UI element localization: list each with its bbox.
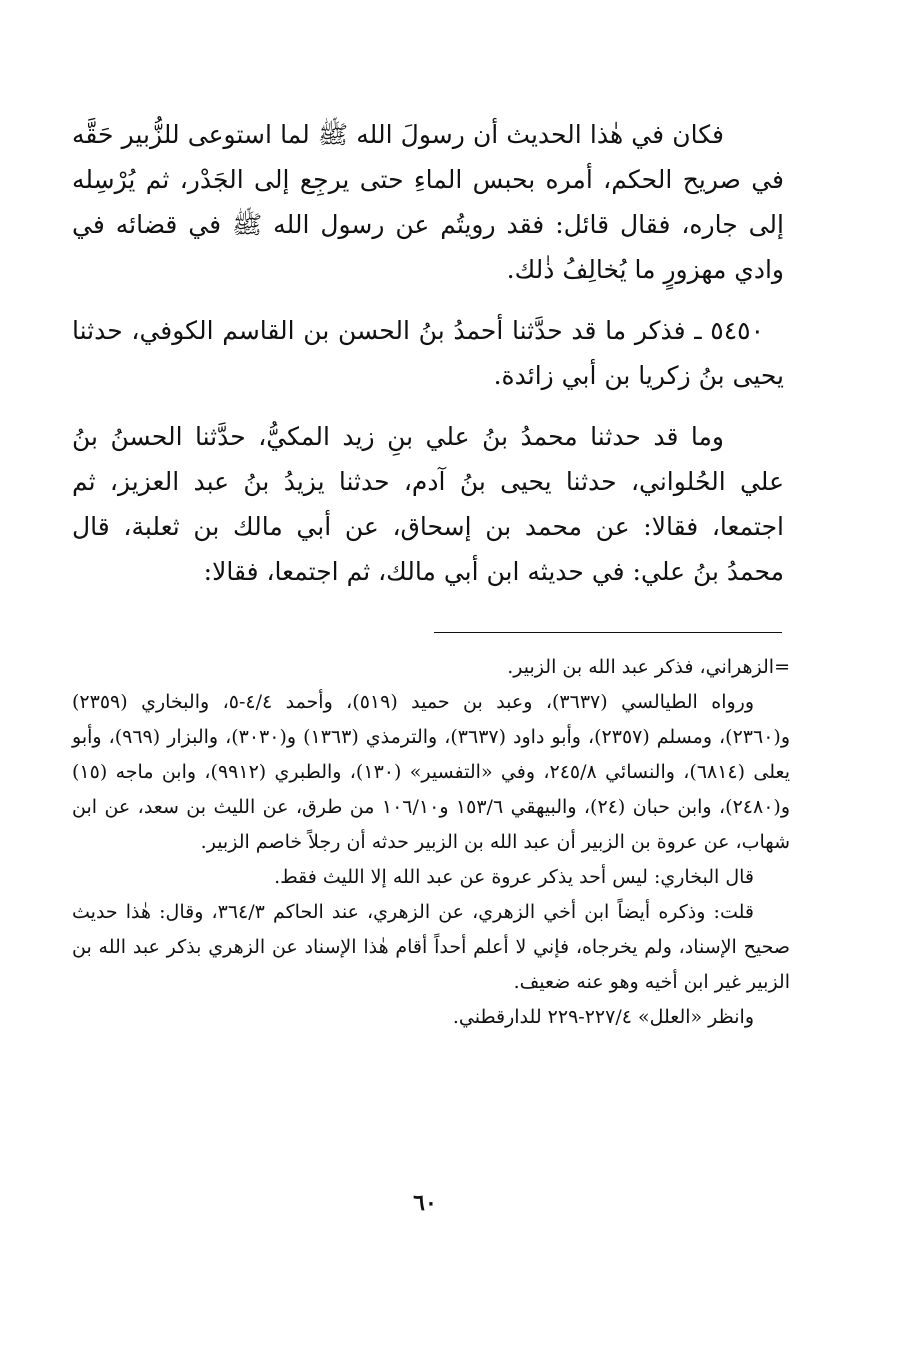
footnote-continuation: =الزهراني، فذكر عبد الله بن الزبير. <box>507 656 790 678</box>
footnote-paragraph: وانظر «العلل» ٢٢٧/٤-٢٢٩ للدارقطني. <box>452 1006 754 1028</box>
footnote-paragraph: قال البخاري: ليس أحد يذكر عروة عن عبد الله إلا الليث فقط. <box>274 866 754 888</box>
footnotes <box>72 650 790 1035</box>
hadith-paragraph: ٥٤٥٠ ـ فذكر ما قد حدَّثنا أحمدُ بنُ الحسن بن القاسم الكوفي، حدثنا يحيى بنُ زكريا بن أبي زائدة. <box>72 316 784 390</box>
footnote-paragraph: قلت: وذكره أيضاً ابن أخي الزهري، عن الزهري، عند الحاكم ٣٦٤/٣، وقال: هٰذا حديث صحيح الإسناد، ولم يخرجاه، فإني لا أعلم أحداً أقام هٰذا الإسناد عن الزهري بذكر عبد الله بن الزبير غير ابن أخيه وهو عنه ضعيف. <box>72 901 790 993</box>
footnote-paragraph: ورواه الطيالسي (٣٦٣٧)، وعبد بن حميد (٥١٩)، وأحمد ٤/٤-٥، والبخاري (٢٣٥٩) و(٢٣٦٠)، ومسلم (٢٣٥٧)، وأبو داود (٣٦٣٧)، والترمذي (١٣٦٣) و(٣٠٣٠)، والبزار (٩٦٩)، وأبو يعلى (٦٨١٤)، والنسائي ٢٤٥/٨، وفي «التفسير» (١٣٠)، والطبري (٩٩١٢)، وابن ماجه (١٥) و(٢٤٨٠)، وابن حبان (٢٤)، والبيهقي ١٥٣/٦ و١٠٦/١٠ من طرق، عن الليث بن سعد، عن ابن شهاب، عن عروة بن الزبير أن عبد الله بن الزبير حدثه أن رجلاً خاصم الزبير. <box>72 691 790 853</box>
main-paragraph: فكان في هٰذا الحديث أن رسولَ الله ﷺ لما استوعى للزُّبير حَقَّه في صريح الحكم، أمره بحبس الماءِ حتى يرجِع إلى الجَدْر، ثم يُرْسِله إلى جاره، فقال قائل: فقد رويتُم عن رسول الله ﷺ في قضائه في وادي مهزورٍ ما يُخالِفُ ذٰلك. <box>72 120 784 284</box>
page-number: ٦٠ <box>413 1190 437 1216</box>
main-paragraph: وما قد حدثنا محمدُ بنُ علي بنِ زيد المكيُّ، حدَّثنا الحسنُ بنُ علي الحُلواني، حدثنا يحيى بنُ آدم، حدثنا يزيدُ بنُ عبد العزيز، ثم اجتمعا، فقالا: عن محمد بن إسحاق، عن أبي مالك بن ثعلبة، قال محمدُ بنُ علي: في حديثه ابن أبي مالك، ثم اجتمعا، فقالا: <box>72 422 784 586</box>
footnote-divider <box>434 632 782 633</box>
main-text <box>72 112 784 594</box>
